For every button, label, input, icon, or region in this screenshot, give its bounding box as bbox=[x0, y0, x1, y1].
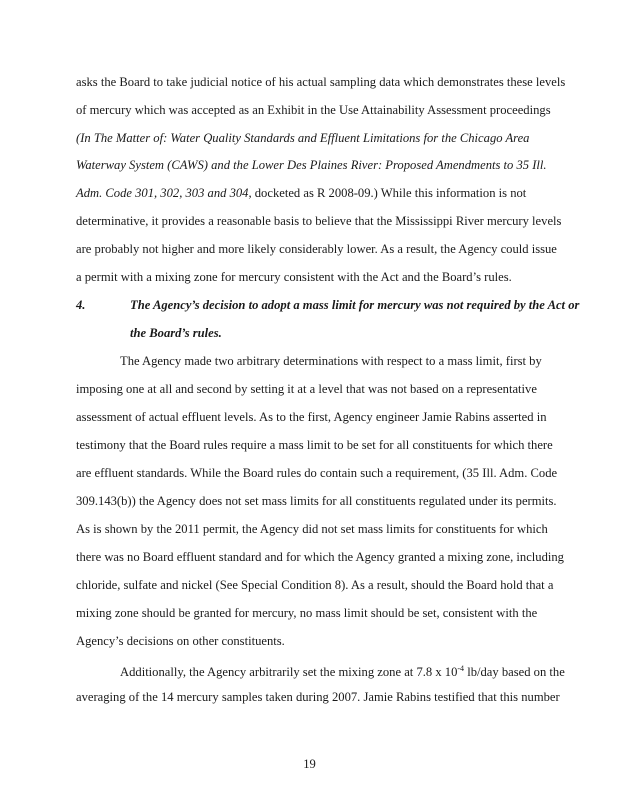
p2-line-1: The Agency made two arbitrary determinations with respect to a mass limit, first by bbox=[120, 354, 542, 368]
p2-line-2: imposing one at all and second by setting it at a level that was not based on a representative bbox=[76, 382, 537, 396]
p3-line-1 bbox=[120, 662, 565, 679]
p1-line-5 bbox=[76, 186, 526, 200]
section-number: 4. bbox=[76, 298, 86, 312]
page-number: 19 bbox=[303, 757, 316, 771]
p3-line-1-text-b: lb/day based on the bbox=[464, 665, 565, 679]
section-heading-line-2: the Board’s rules. bbox=[130, 326, 222, 340]
p2-line-5: are effluent standards. While the Board rules do contain such a requirement, (35 Ill. Adm. Code bbox=[76, 466, 558, 480]
p2-line-9: chloride, sulfate and nickel (See Special Condition 8). As a result, should the Board hold that a bbox=[76, 578, 554, 592]
p1-line-3: (In The Matter of: Water Quality Standards and Effluent Limitations for the Chicago Area bbox=[76, 131, 530, 145]
p2-line-4: testimony that the Board rules require a mass limit to be set for all constituents for which there bbox=[76, 438, 553, 452]
p1-line-2: of mercury which was accepted as an Exhibit in the Use Attainability Assessment proceedings bbox=[76, 103, 551, 117]
p2-line-8: there was no Board effluent standard and for which the Agency granted a mixing zone, including bbox=[76, 550, 564, 564]
p1-line-8: a permit with a mixing zone for mercury consistent with the Act and the Board’s rules. bbox=[76, 270, 512, 284]
p2-line-6: 309.143(b)) the Agency does not set mass limits for all constituents regulated under its permits. bbox=[76, 494, 557, 508]
p1-line-6: determinative, it provides a reasonable basis to believe that the Mississippi River mercury levels bbox=[76, 214, 562, 228]
p1-line-7: are probably not higher and more likely considerably lower. As a result, the Agency could issue bbox=[76, 242, 557, 256]
p1-line-5-citation: Adm. Code 301, 302, 303 and 304, bbox=[76, 186, 252, 200]
p3-line-1-text-a: Additionally, the Agency arbitrarily set the mixing zone at 7.8 x 10 bbox=[120, 665, 458, 679]
p2-line-10: mixing zone should be granted for mercury, no mass limit should be set, consistent with the bbox=[76, 606, 538, 620]
p1-line-4: Waterway System (CAWS) and the Lower Des Plaines River: Proposed Amendments to 35 Ill. bbox=[76, 158, 547, 172]
p2-line-11: Agency’s decisions on other constituents. bbox=[76, 634, 285, 648]
p2-line-7: As is shown by the 2011 permit, the Agency did not set mass limits for constituents for which bbox=[76, 522, 548, 536]
p2-line-3: assessment of actual effluent levels. As to the first, Agency engineer Jamie Rabins asserted in bbox=[76, 410, 547, 424]
p3-exponent: -4 bbox=[457, 664, 465, 673]
p1-line-1: asks the Board to take judicial notice of his actual sampling data which demonstrates these levels bbox=[76, 75, 566, 89]
p1-line-5-text: docketed as R 2008-09.) While this information is not bbox=[251, 186, 527, 200]
p3-line-2: averaging of the 14 mercury samples taken during 2007. Jamie Rabins testified that this number bbox=[76, 690, 560, 704]
section-heading-line-1: The Agency’s decision to adopt a mass limit for mercury was not required by the Act or bbox=[130, 298, 580, 312]
